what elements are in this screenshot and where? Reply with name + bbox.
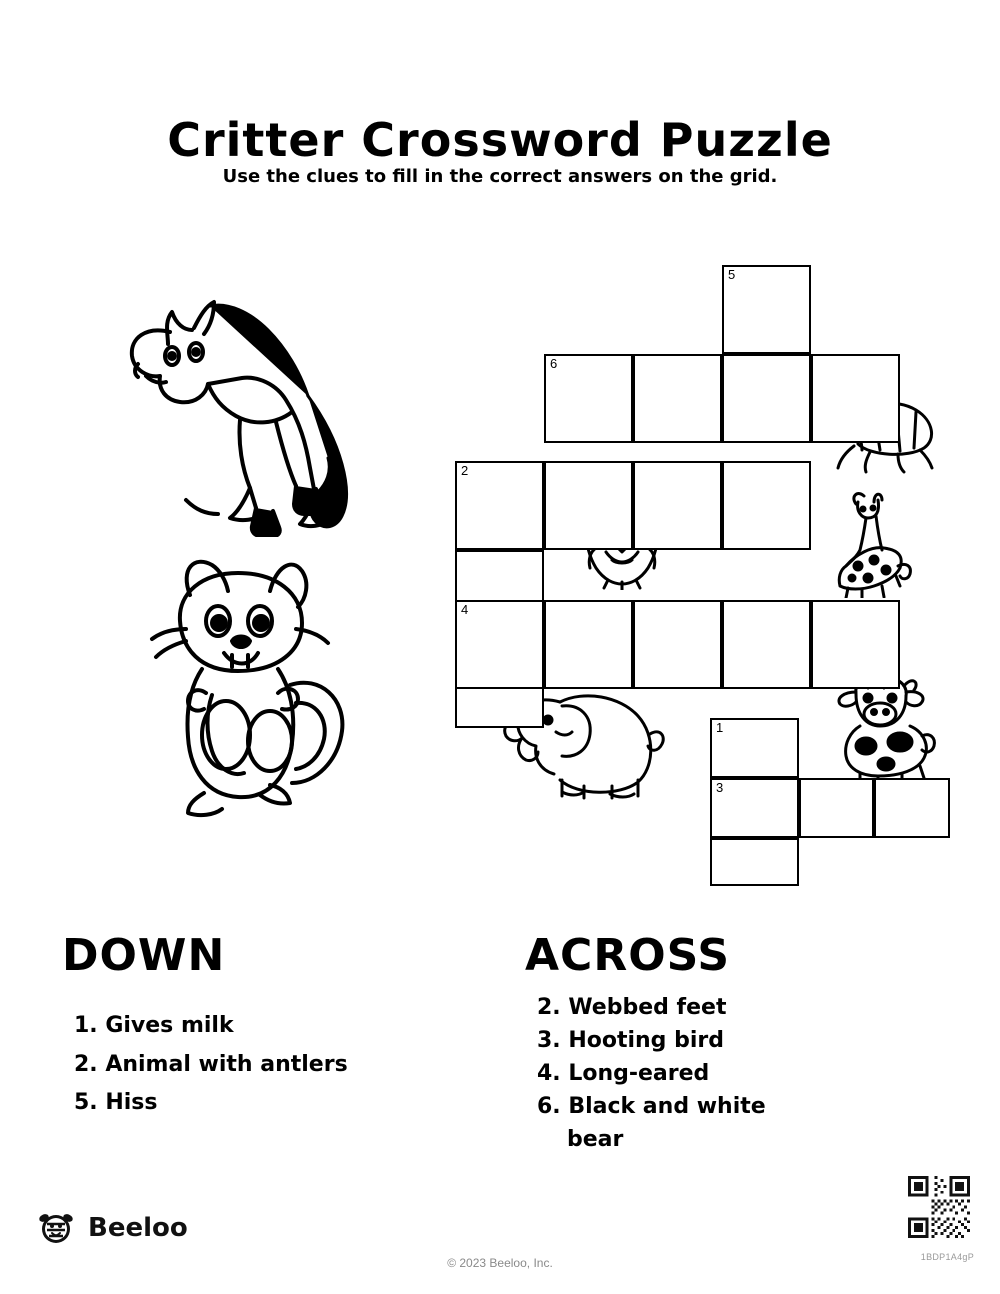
giraffe-illustration — [828, 488, 938, 598]
cell-number: 5 — [728, 267, 736, 282]
qr-code — [908, 1176, 974, 1242]
bee-logo-icon — [36, 1208, 76, 1248]
grid-cell[interactable] — [544, 600, 633, 689]
across-clue-list — [537, 991, 925, 1156]
sheet-code: 1BDP1A4gP — [920, 1252, 974, 1262]
page-subtitle: Use the clues to fill in the correct answers on the grid. — [222, 166, 778, 187]
qr-code-image — [908, 1176, 970, 1238]
grid-cell[interactable] — [722, 461, 811, 550]
grid-cell[interactable] — [799, 778, 874, 838]
grid-cell[interactable] — [633, 600, 722, 689]
down-clues-section — [62, 930, 462, 1123]
page-title: Critter Crossword Puzzle — [167, 112, 833, 167]
clue-item: 5. Hiss — [74, 1090, 158, 1115]
squirrel-illustration — [120, 545, 370, 820]
clue-text: 6. Black and white — [537, 1094, 766, 1119]
down-clue-list — [74, 1007, 462, 1123]
cell-number: 1 — [716, 720, 724, 735]
cell-number: 4 — [461, 602, 469, 617]
grid-cell[interactable] — [710, 778, 799, 838]
grid-cell[interactable] — [811, 354, 900, 443]
across-heading: ACROSS — [525, 930, 731, 981]
clue-item: 4. Long-eared — [537, 1061, 710, 1086]
grid-cell[interactable] — [874, 778, 950, 838]
grid-cell[interactable] — [633, 461, 722, 550]
clue-item: 1. Gives milk — [74, 1013, 234, 1038]
footer-logo — [36, 1208, 188, 1248]
grid-cell[interactable] — [455, 600, 544, 689]
down-heading: DOWN — [62, 930, 226, 981]
grid-cell[interactable] — [710, 718, 799, 778]
cell-number: 2 — [461, 463, 469, 478]
clue-item: 2. Animal with antlers — [74, 1051, 348, 1077]
grid-cell[interactable] — [455, 461, 544, 550]
grid-cell[interactable] — [722, 265, 811, 354]
grid-cell[interactable] — [710, 838, 799, 886]
cell-number: 3 — [716, 780, 724, 795]
grid-cell[interactable] — [544, 461, 633, 550]
clue-item: 3. Hooting bird — [537, 1028, 724, 1053]
cell-number: 6 — [550, 356, 558, 371]
grid-cell[interactable] — [633, 354, 722, 443]
grid-cell[interactable] — [811, 600, 900, 689]
clue-continuation: bear — [567, 1127, 624, 1152]
copyright-text: © 2023 Beeloo, Inc. — [447, 1256, 553, 1270]
clue-item: 2. Webbed feet — [537, 995, 727, 1020]
grid-cell[interactable] — [722, 354, 811, 443]
horse-illustration — [110, 272, 380, 537]
grid-cell[interactable] — [544, 354, 633, 443]
across-clues-section — [525, 930, 925, 1156]
grid-cell[interactable] — [722, 600, 811, 689]
brand-name: Beeloo — [88, 1213, 188, 1243]
clue-item — [537, 1090, 925, 1156]
